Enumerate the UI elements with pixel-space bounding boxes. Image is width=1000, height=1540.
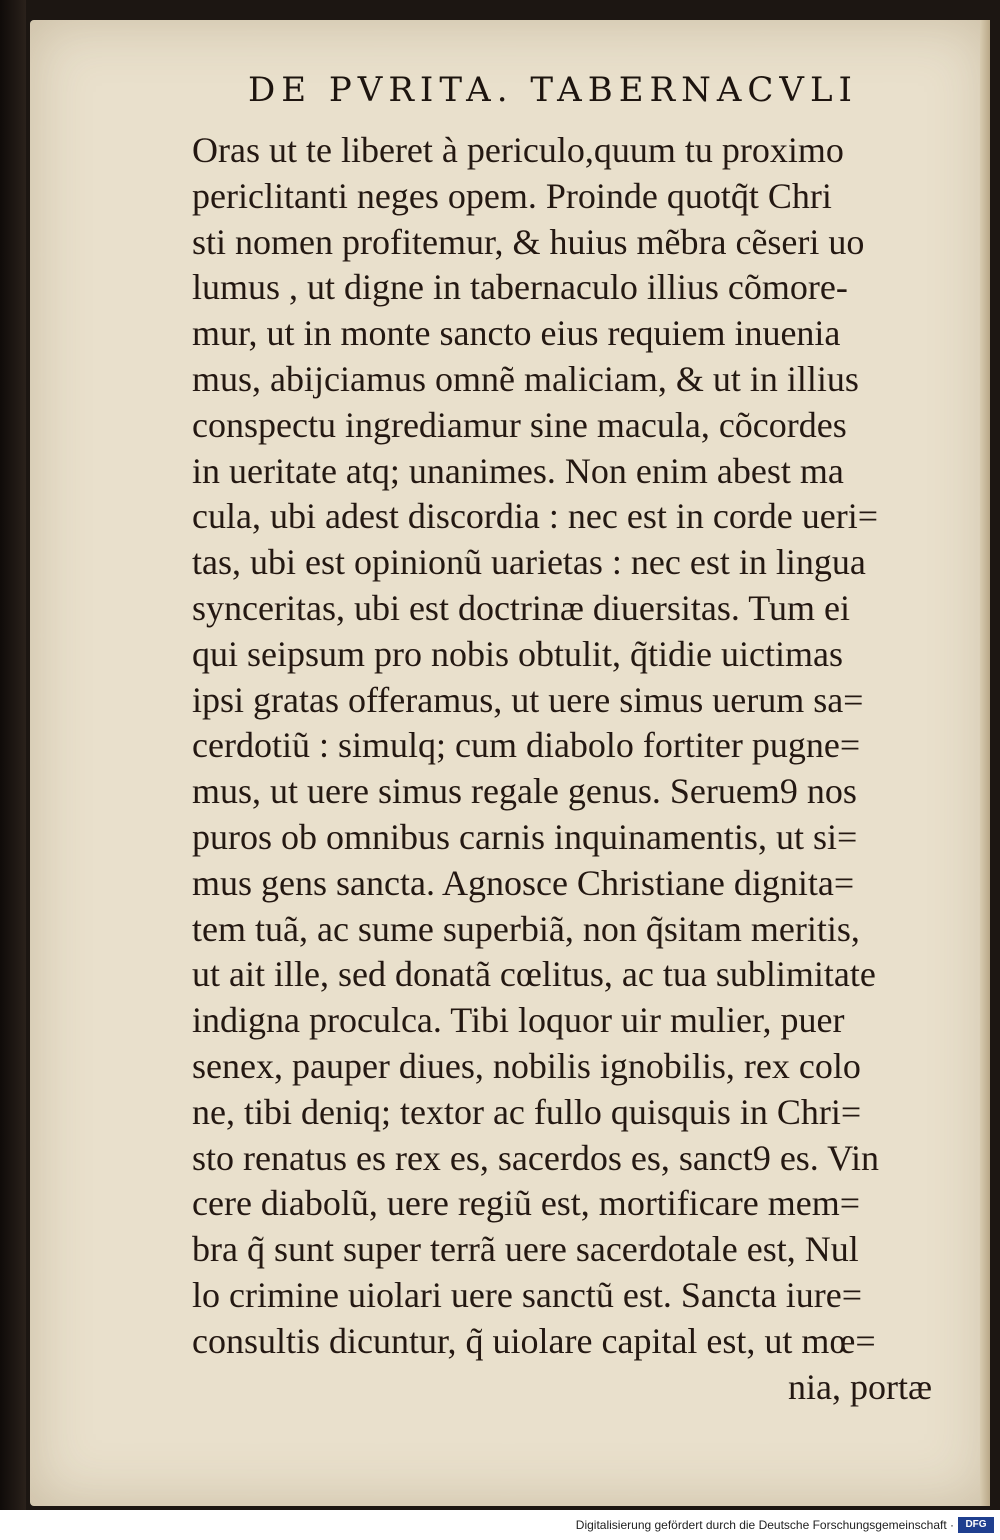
- text-line: conspectu ingrediamur sine macula, cõcordes: [192, 404, 847, 445]
- text-line: cere diabolũ, uere regiũ est, mortificare mem=: [192, 1183, 861, 1224]
- text-line: Oras ut te liberet à periculo,quum tu proximo: [192, 130, 844, 170]
- text-line: qui seipsum pro nobis obtulit, q̃tidie uictimas: [192, 633, 843, 674]
- text-line: ne, tibi deniq; textor ac fullo quisquis in Chri=: [192, 1091, 862, 1132]
- text-line: lumus , ut digne in tabernaculo illius cõmore-: [192, 267, 848, 308]
- text-line: cula, ubi adest discordia : nec est in corde ueri=: [192, 496, 879, 537]
- text-line: sto renatus es rex es, sacerdos es, sanct9 es. Vin: [192, 1137, 879, 1178]
- text-line: puros ob omnibus carnis inquinamentis, ut si=: [192, 816, 858, 857]
- text-line: ipsi gratas offeramus, ut uere simus uerum sa=: [192, 679, 864, 720]
- text-line: lo crimine uiolari uere sanctũ est. Sancta iure=: [192, 1274, 863, 1315]
- text-line: periclitanti neges opem. Proinde quotq̃t Chri: [192, 175, 832, 216]
- running-head: DE PVRITA. TABERNACVLI: [248, 70, 858, 110]
- text-block: [192, 128, 972, 1410]
- catchword-line: nia, portæ: [788, 1366, 932, 1407]
- digitization-footer: [0, 1510, 1000, 1540]
- text-line: mus gens sancta. Agnosce Christiane dignita=: [192, 862, 855, 903]
- dfg-logo: DFG: [958, 1517, 994, 1533]
- text-line: bra q̃ sunt super terrã uere sacerdotale est, Nul: [192, 1229, 859, 1270]
- text-line: consultis dicuntur, q̃ uiolare capital est, ut mœ=: [192, 1320, 876, 1361]
- text-line: tas, ubi est opinionũ uarietas : nec est in lingua: [192, 542, 866, 583]
- book-binding-edge: [0, 0, 26, 1510]
- page-edge: [980, 20, 990, 1506]
- text-line: indigna proculca. Tibi loquor uir mulier, puer: [192, 1000, 845, 1041]
- text-line: mus, ut uere simus regale genus. Seruem9 nos: [192, 771, 857, 812]
- footer-credit: Digitalisierung gefördert durch die Deutsche Forschungsgemeinschaft ·: [575, 1518, 954, 1532]
- text-line: sti nomen profitemur, & huius mẽbra cẽseri uo: [192, 221, 865, 262]
- text-line: mus, abijciamus omnẽ maliciam, & ut in illius: [192, 358, 859, 399]
- text-line: cerdotiũ : simulq; cum diabolo fortiter pugne=: [192, 725, 861, 766]
- text-line: senex, pauper diues, nobilis ignobilis, rex colo: [192, 1045, 861, 1086]
- text-line: in ueritate atq; unanimes. Non enim abest ma: [192, 450, 844, 491]
- text-line: ut ait ille, sed donatã cœlitus, ac tua sublimitate: [192, 954, 876, 995]
- text-line: synceritas, ubi est doctrinæ diuersitas. Tum ei: [192, 587, 850, 628]
- text-line: tem tuã, ac sume superbiã, non q̃sitam meritis,: [192, 908, 860, 949]
- text-line: mur, ut in monte sancto eius requiem inuenia: [192, 313, 841, 354]
